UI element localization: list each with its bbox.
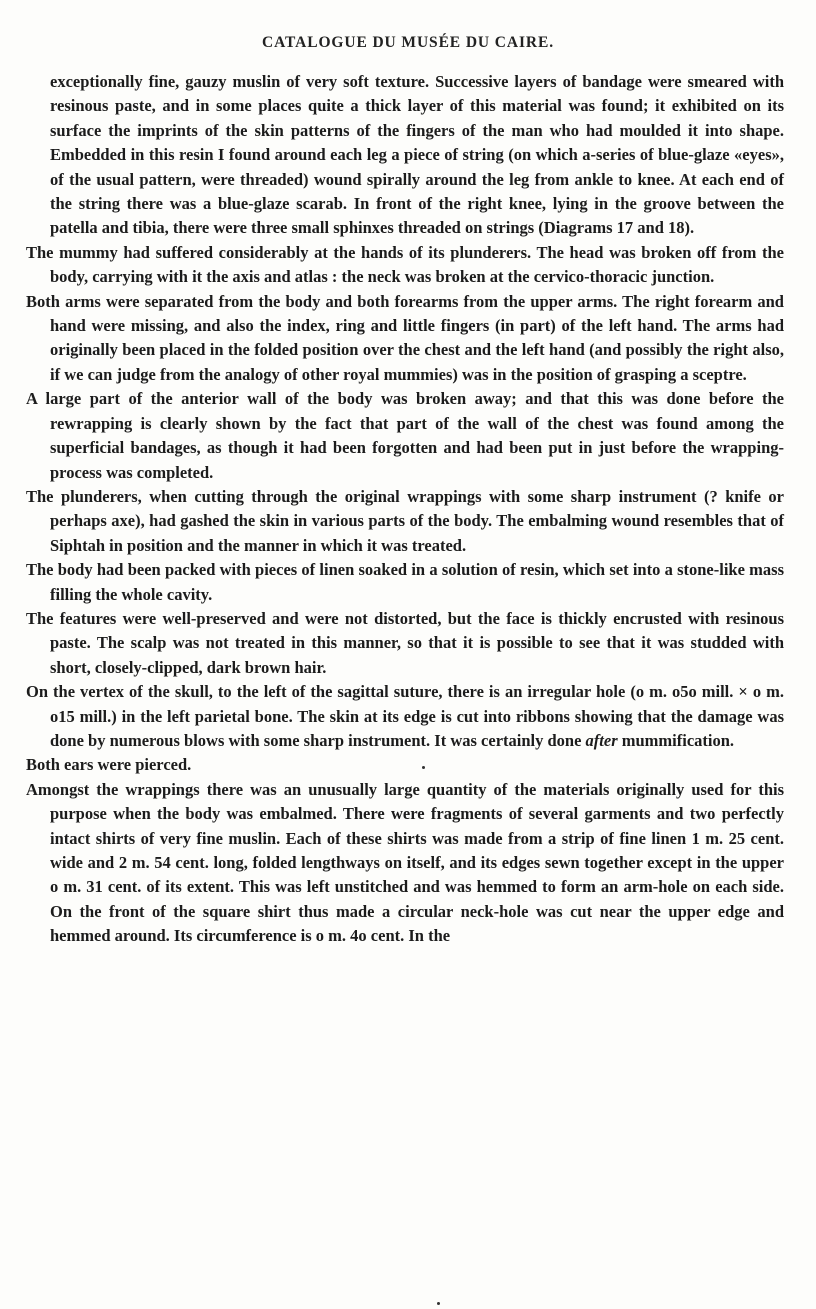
skull-hole-emphasis: after — [585, 730, 618, 750]
paragraph-skull-hole — [26, 680, 784, 753]
paragraph-plunderers-head: The mummy had suffered considerably at the hands of its plunderers. The head was broken off from the body, carrying with it the axis and atlas : the neck was broken at the cervico-thoracic junction. — [26, 242, 784, 287]
paragraph-anterior-wall: A large part of the anterior wall of the body was broken away; and that this was done before the rewrapping is clearly shown by the fact that part of the wall of the chest was found among the superficial bandages, as though it had been forgotten and had been put in just before the wrapping-process was completed. — [26, 389, 784, 482]
body-text — [26, 70, 784, 949]
paragraph-features: The features were well-preserved and were not distorted, but the face is thickly encrusted with resinous paste. The scalp was not treated in this manner, so that it is possible to see that it was studded with short, closely-clipped, dark brown hair. — [26, 608, 784, 677]
paragraph-arms: Both arms were separated from the body and both forearms from the upper arms. The right forearm and hand were missing, and also the index, ring and little fingers (in part) of the left hand. The arms had originally been placed in the folded position over the chest and the left hand (and possibly the right also, if we can judge from the analogy of other royal mummies) was in the position of grasping a sceptre. — [26, 291, 784, 384]
paragraph-embalming-wound: The plunderers, when cutting through the original wrappings with some sharp instrument (? knife or perhaps axe), had gashed the skin in various parts of the body. The embalming wound resembles that of Siphtah in position and the manner in which it was treated. — [26, 486, 784, 555]
speck-mark — [437, 1302, 440, 1305]
running-title: CATALOGUE DU MUSÉE DU CAIRE. — [261, 34, 555, 51]
paragraph-continued-bandage: exceptionally fine, gauzy muslin of very soft texture. Successive layers of bandage were smeared with resinous paste, and in some places quite a thick layer of this material was found; it exhibited on its surface the imprints of the skin patterns of the fingers of the man who had moulded it into shape. Embedded in this resin I found around each leg a piece of string (on which a-series of blue-glaze «eyes», of the usual pattern, were threaded) wound spirally around the leg from ankle to knee. At each end of the string there was a blue-glaze scarab. In front of the right knee, lying in the groove between the patella and tibia, there were three small sphinxes threaded on strings (Diagrams 17 and 18). — [50, 72, 784, 238]
paragraph-body-packing: The body had been packed with pieces of linen soaked in a solution of resin, which set into a stone-like mass filling the whole cavity. — [26, 560, 784, 604]
speck-mark — [422, 766, 425, 769]
paragraph-ears: Both ears were pierced. — [26, 755, 192, 775]
skull-hole-text-after: mummification. — [617, 730, 735, 750]
paragraph-wrappings-shirts: Amongst the wrappings there was an unusually large quantity of the materials originally used for this purpose when the body was embalmed. There were fragments of several garments and two perfectly intact shirts of very fine muslin. Each of these shirts was made from a strip of fine linen 1 m. 25 cent. wide and 2 m. 54 cent. long, folded lengthways on itself, and its edges sewn together except in the upper o m. 31 cent. of its extent. This was left unstitched and was hemmed to form an arm-hole on each side. On the front of the square shirt thus made a circular neck-hole was cut near the upper edge and hemmed around. Its circumference is o m. 4o cent. In the — [26, 779, 784, 946]
skull-hole-text-before: On the vertex of the skull, to the left of the sagittal suture, there is an irregular hole (o m. o5o mill. × o m. o15 mill.) in the left parietal bone. The skin at its edge is cut into ribbons showing that the damage was done by numerous blows with some sharp instrument. It was certainly done — [26, 682, 784, 750]
